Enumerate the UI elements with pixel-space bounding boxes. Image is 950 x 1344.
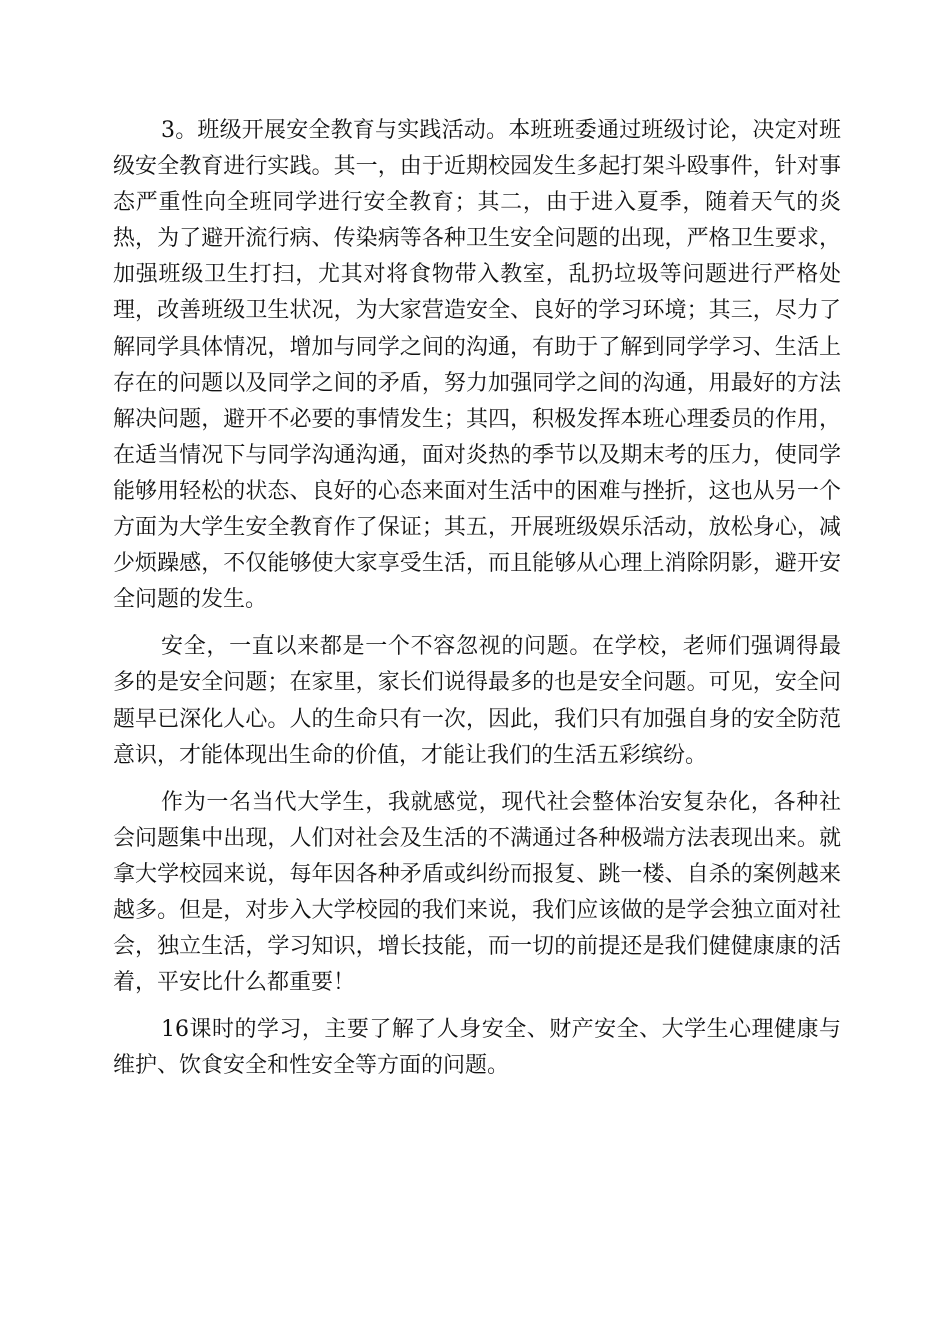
paragraph-safety-importance: 安全，一直以来都是一个不容忽视的问题。在学校，老师们强调得最多的是安全问题；在家里，家长们说得最多的也是安全问题。可见，安全问题早已深化人心。人的生命只有一次，因此，我们只有加强自身的安全防范意识，才能体现出生命的价值，才能让我们的生活五彩缤纷。 [113, 634, 841, 768]
paragraph-class-safety-activities: 3。班级开展安全教育与实践活动。本班班委通过班级讨论，决定对班级安全教育进行实践。其一，由于近期校园发生多起打架斗殴事件，针对事态严重性向全班同学进行安全教育；其二，由于进入夏季，随着天气的炎热，为了避开流行病、传染病等各种卫生安全问题的出现，严格卫生要求，加强班级卫生打扫，尤其对将食物带入教室，乱扔垃圾等问题进行严格处理，改善班级卫生状况，为大家营造安全、良好的学习环境；其三，尽力了解同学具体情况，增加与同学之间的沟通，有助于了解到同学学习、生活上存在的问题以及同学之间的矛盾，努力加强同学之间的沟通，用最好的方法解决问题，避开不必要的事情发生；其四，积极发挥本班心理委员的作用，在适当情况下与同学沟通沟通，面对炎热的季节以及期末考的压力，使同学能够用轻松的状态、良好的心态来面对生活中的困难与挫折，这也从另一个方面为大学生安全教育作了保证；其五，开展班级娱乐活动，放松身心，减少烦躁感，不仅能够使大家享受生活，而且能够从心理上消除阴影，避开安全问题的发生。 [113, 118, 841, 613]
document-page [113, 113, 841, 1095]
paragraph-college-student-reflection: 作为一名当代大学生，我就感觉，现代社会整体治安复杂化，各种社会问题集中出现，人们对社会及生活的不满通过各种极端方法表现出来。就拿大学校园来说，每年因各种矛盾或纠纷而报复、跳一楼、自杀的案例越来越多。但是，对步入大学校园的我们来说，我们应该做的是学会独立面对社会，独立生活，学习知识，增长技能，而一切的前提还是我们健健康康的活着，平安比什么都重要！ [113, 789, 841, 996]
paragraph-course-summary: 16课时的学习，主要了解了人身安全、财产安全、大学生心理健康与维护、饮食安全和性安全等方面的问题。 [113, 1017, 841, 1079]
